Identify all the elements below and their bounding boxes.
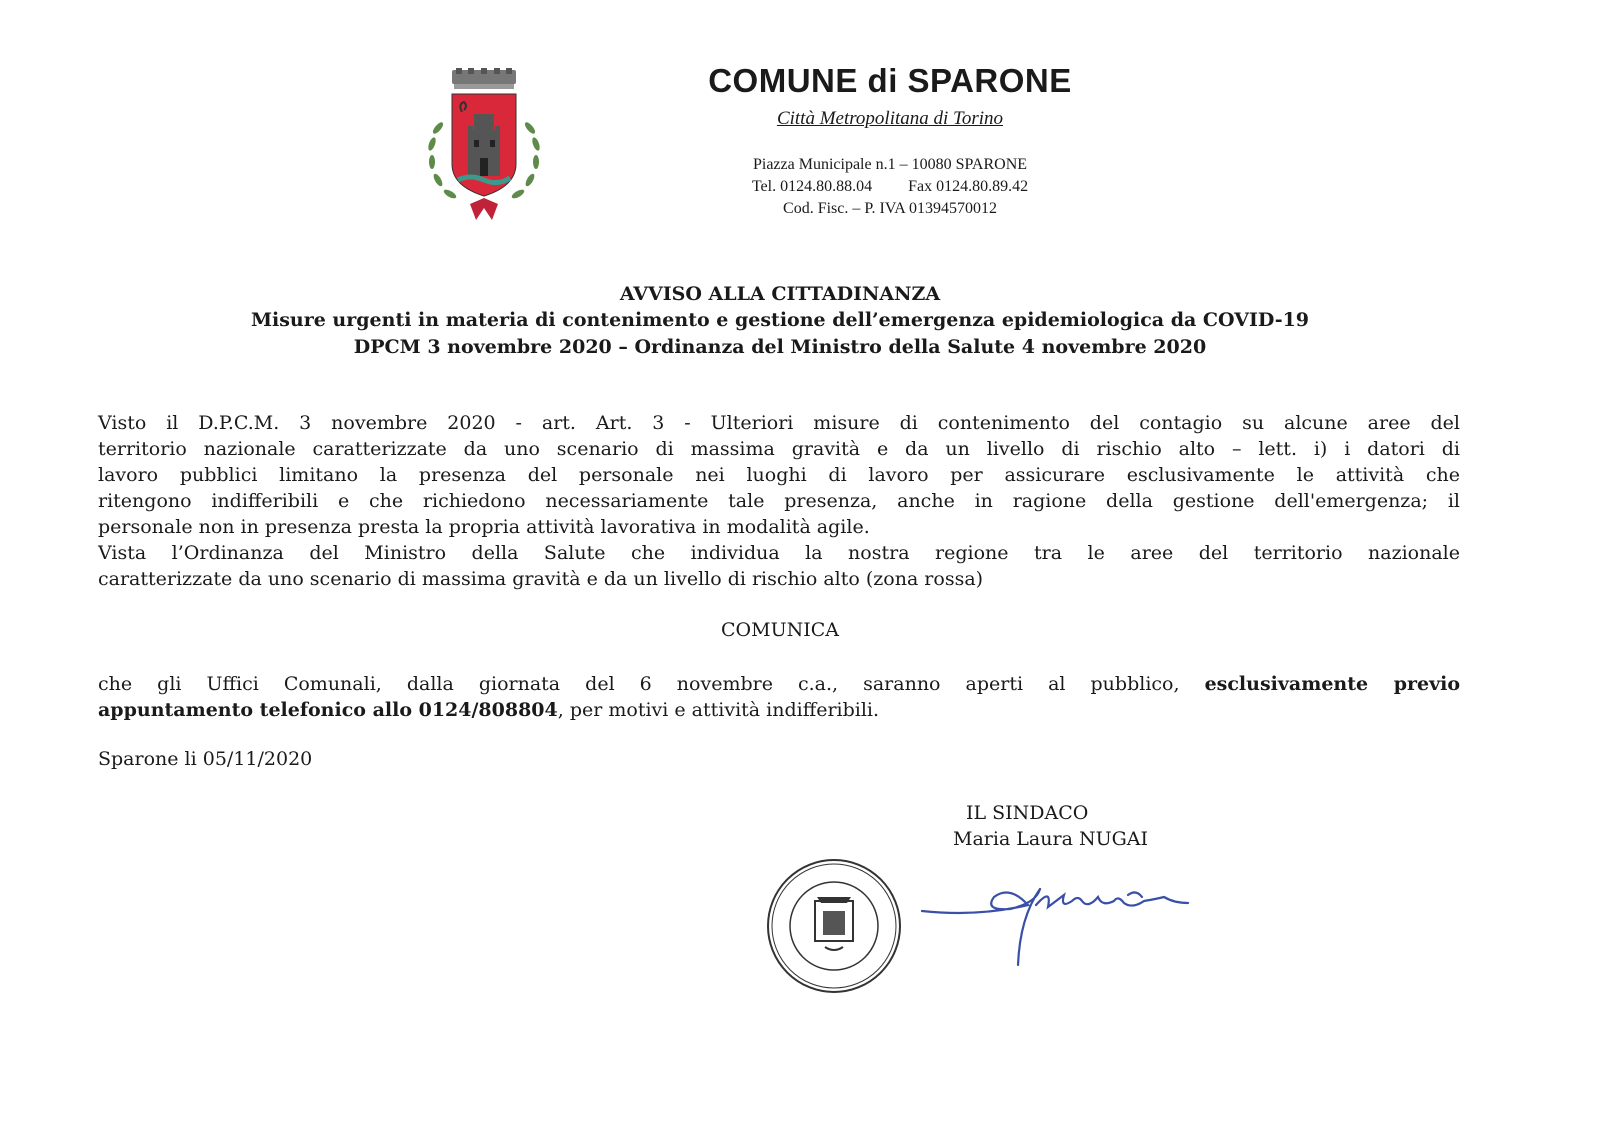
paragraph-visto — [98, 410, 1460, 592]
paragraph-line: lavoro pubblici limitano la presenza del personale nei luoghi di lavoro per assicurare esclusivamente le attività che — [98, 464, 1460, 486]
mayor-name: Maria Laura NUGAI — [953, 828, 1148, 850]
fax-number: Fax 0124.80.89.42 — [908, 178, 1029, 195]
document-date: Sparone li 05/11/2020 — [98, 748, 313, 770]
phone-number: Tel. 0124.80.88.04 — [751, 178, 873, 195]
paragraph-line: territorio nazionale caratterizzate da uno scenario di massima gravità e da un livello di rischio alto – lett. i) i datori di — [98, 438, 1460, 460]
phone-fax-line — [700, 178, 1080, 196]
notice-reference: DPCM 3 novembre 2020 – Ordinanza del Ministro della Salute 4 novembre 2020 — [353, 336, 1207, 358]
notice-heading: AVVISO ALLA CITTADINANZA — [619, 283, 941, 305]
paragraph-line — [98, 671, 1460, 697]
coat-of-arms-icon — [418, 68, 550, 224]
address-line: Piazza Municipale n.1 – 10080 SPARONE — [752, 156, 1028, 173]
paragraph-text: che gli Uffici Comunali, dalla giornata del 6 novembre c.a., saranno aperti al pubblico, — [98, 673, 1180, 695]
paragraph-line: ritengono indifferibili e che richiedono necessariamente tale presenza, anche in ragione della gestione dell'emergenza; il — [98, 490, 1460, 512]
paragraph-line: Visto il D.P.C.M. 3 novembre 2020 - art. Art. 3 - Ulteriori misure di contenimento del contagio su alcune aree del — [98, 412, 1460, 434]
paragraph-line: personale non in presenza presta la propria attività lavorativa in modalità agile. — [98, 516, 870, 538]
municipality-subtitle: Città Metropolitana di Torino — [776, 108, 1004, 129]
paragraph-bold-text: esclusivamente previo — [1204, 673, 1461, 695]
comunica-heading: COMUNICA — [721, 619, 839, 641]
notice-subheading: Misure urgenti in materia di contenimento e gestione dell’emergenza epidemiologica da COVID-19 — [250, 309, 1310, 331]
paragraph-line: Vista l’Ordinanza del Ministro della Salute che individua la nostra regione tra le aree del territorio nazionale — [98, 542, 1460, 564]
paragraph-comunica — [98, 671, 1460, 723]
mayor-title: IL SINDACO — [966, 802, 1089, 824]
paragraph-line: caratterizzate da uno scenario di massima gravità e da un livello di rischio alto (zona rossa) — [98, 568, 984, 590]
phone-appointment-text: appuntamento telefonico allo 0124/808804 — [98, 699, 558, 721]
municipality-title: COMUNE di SPARONE — [708, 62, 1072, 99]
official-stamp-icon — [765, 857, 903, 995]
signature-icon — [918, 855, 1208, 975]
paragraph-text: , per motivi e attività indifferibili. — [557, 699, 880, 721]
tax-code-line: Cod. Fisc. – P. IVA 01394570012 — [783, 200, 997, 217]
paragraph-line — [98, 697, 1460, 723]
